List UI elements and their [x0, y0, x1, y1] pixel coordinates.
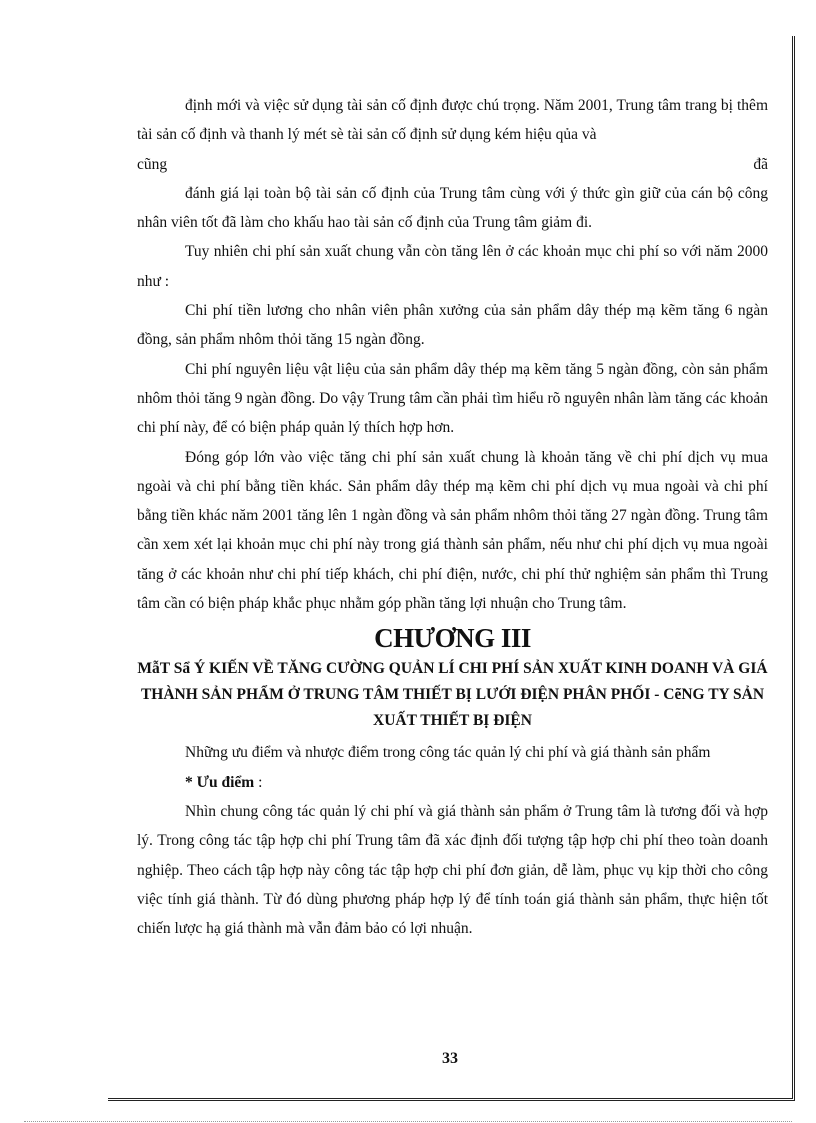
- footer-divider: [24, 1121, 792, 1122]
- chapter-subtitle: MẫT Sẩ Ý KIẾN VỀ TĂNG CƯỜNG QUẢN LÍ CHI PHÍ SẢN XUẤT KINH DOANH VÀ GIÁ THÀNH SẢN PHẨM Ở TRUNG TÂM THIẾT BỊ LƯỚI ĐIỆN PHÂN PHỐI - CẽNG TY SẢN XUẤT THIẾT BỊ ĐIỆN: [137, 660, 768, 730]
- page-number: 33: [442, 1050, 458, 1067]
- paragraph: Tuy nhiên chi phí sản xuất chung vẫn còn tăng lên ở các khoản mục chi phí so với năm 2000 như :: [137, 243, 768, 290]
- paragraph: Nhìn chung công tác quản lý chi phí và giá thành sản phẩm ở Trung tâm là tương đối và hợp lý. Trong công tác tập hợp chi phí Trung tâm đã xác định đối tượng tập hợp chi phí theo toàn doanh nghiệp. Theo cách tập hợp này công tác tập hợp chi phí đơn giản, dễ làm, phục vụ kịp thời cho công việc tính giá thành. Từ đó dùng phương pháp hợp lý để tính toán giá thành sản phẩm, thực hiện tốt chiến lược hạ giá thành mà vẫn đảm bảo có lợi nhuận.: [137, 802, 768, 938]
- paragraph: Đóng góp lớn vào việc tăng chi phí sản xuất chung là khoản tăng về chi phí dịch vụ mua ngoài và chi phí bằng tiền khác. Sản phẩm dây thép mạ kẽm chi phí dịch vụ mua ngoài và chi phí bằng tiền khác năm 2001 tăng lên 1 ngàn đồng và sản phẩm nhôm thỏi tăng 27 ngàn đồng. Trung tâm cần xem xét lại khoản mục chi phí này trong giá thành sản phẩm, nếu như chi phí dịch vụ mua ngoài tăng ở các khoản như chi phí tiếp khách, chi phí điện, nước, chi phí thử nghiệm sản phẩm thì Trung tâm cần có biện pháp khắc phục nhằm góp phần tăng lợi nhuận cho Trung tâm.: [137, 448, 768, 613]
- advantages-heading-suffix: :: [254, 773, 263, 791]
- paragraph: định mới và việc sử dụng tài sản cố định được chú trọng. Năm 2001, Trung tâm trang bị thêm tài sản cố định và thanh lý mét sè tài sản cố định sử dụng kém hiệu qủa và: [137, 97, 768, 144]
- chapter-title: CHƯƠNG III: [374, 623, 531, 654]
- split-line-right: đã: [753, 155, 768, 173]
- intro-paragraph: Những ưu điểm và nhược điểm trong công tác quản lý chi phí và giá thành sản phẩm: [185, 744, 711, 762]
- document-body: [137, 91, 768, 943]
- split-line-left: cũng: [137, 155, 168, 173]
- advantages-heading-line: [137, 768, 768, 797]
- paragraph: đánh giá lại toàn bộ tài sản cố định của Trung tâm cùng với ý thức gìn giữ của cán bộ công nhân viên tốt đã làm cho khấu hao tài sản cố định của Trung tâm giảm đi.: [137, 184, 768, 232]
- paragraph: Chi phí nguyên liệu vật liệu của sản phẩm dây thép mạ kẽm tăng 5 ngàn đồng, còn sản phẩm nhôm thỏi tăng 9 ngàn đồng. Do vậy Trung tâm cần phải tìm hiểu rõ nguyên nhân làm tăng các khoản chi phí này, để có biện pháp quản lý thích hợp hơn.: [137, 360, 768, 437]
- split-line: [137, 150, 768, 179]
- advantages-heading: * Ưu điểm: [185, 773, 255, 791]
- paragraph: Chi phí tiền lương cho nhân viên phân xưởng của sản phẩm dây thép mạ kẽm tăng 6 ngàn đồng, sản phẩm nhôm thỏi tăng 15 ngàn đồng.: [137, 302, 768, 349]
